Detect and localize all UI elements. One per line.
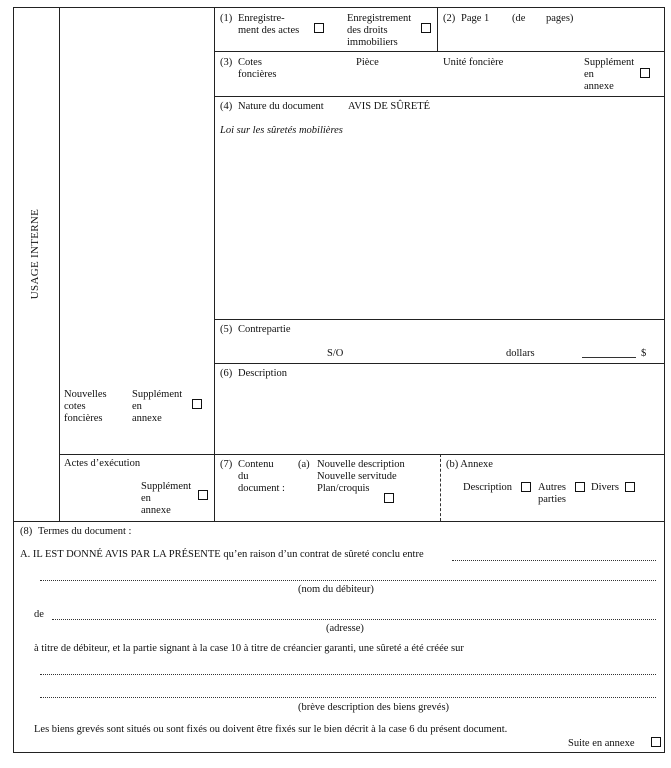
box8-suite-annexe-checkbox[interactable]	[651, 737, 661, 747]
nouvelles-cotes-supplement-label: Supplément en annexe	[132, 389, 183, 424]
box8-biens-situes-text: Les biens grevés sont situés ou sont fixés ou doivent être fixés sur le bien décrit à la case 6 du présent document.	[34, 724, 508, 735]
box7-options-checkbox[interactable]	[384, 493, 394, 503]
box5-currency-symbol: $	[641, 348, 647, 359]
usage-interne-label: USAGE INTERNE	[29, 208, 41, 300]
actes-execution-supplement-checkbox[interactable]	[198, 490, 208, 500]
box1-number: (1)	[220, 13, 233, 24]
box3-piece-label: Pièce	[356, 57, 379, 68]
box8-nom-debiteur-field[interactable]	[40, 580, 656, 581]
box8-titre-debiteur-text: à titre de débiteur, et la partie signant à la case 10 à titre de créancier garanti, une sûreté a été créée sur	[34, 643, 464, 654]
box6-description-label: Description	[238, 368, 287, 379]
box8-biens-greves-field-2[interactable]	[40, 697, 656, 698]
box4-law-reference: Loi sur les sûretés mobilières	[220, 125, 343, 136]
box8-line-a-text: A. IL EST DONNÉ AVIS PAR LA PRÉSENTE qu’en raison d’un contrat de sûreté conclu entre	[20, 549, 424, 560]
box6-description-field-area[interactable]	[216, 382, 663, 452]
form-outer-frame	[13, 7, 665, 753]
box1-enregistrement-actes-label: Enregistre- ment des actes	[238, 13, 300, 36]
box5-contrepartie-label: Contrepartie	[238, 324, 291, 335]
line-above-box7	[59, 454, 665, 455]
box3-unite-fonciere-label: Unité foncière	[443, 57, 504, 68]
box1-box2-divider	[437, 7, 438, 51]
box4-number: (4)	[220, 101, 233, 112]
box2-number: (2)	[443, 13, 456, 24]
box8-adresse-caption: (adresse)	[326, 623, 364, 634]
box8-termes-label: Termes du document :	[38, 526, 132, 537]
box2-pages-label: pages)	[546, 13, 574, 24]
boxb-description-label: Description	[463, 482, 512, 493]
line-under-box4	[214, 319, 665, 320]
box1-droits-immobiliers-checkbox[interactable]	[421, 23, 431, 33]
box8-suite-annexe-label: Suite en annexe	[568, 738, 635, 749]
box8-nom-debiteur-caption: (nom du débiteur)	[298, 584, 374, 595]
boxb-annexe-label: (b) Annexe	[446, 459, 493, 470]
nouvelles-cotes-foncieres-label: Nouvelles cotes foncières	[64, 389, 107, 424]
boxb-description-checkbox[interactable]	[521, 482, 531, 492]
boxb-divers-checkbox[interactable]	[625, 482, 635, 492]
box4-nature-field-area[interactable]	[216, 140, 663, 317]
box7-boxb-divider	[440, 454, 441, 521]
box4-nature-label: Nature du document	[238, 101, 324, 112]
box5-dollars-label: dollars	[506, 348, 535, 359]
boxb-divers-label: Divers	[591, 482, 619, 493]
box1-droits-immobiliers-label: Enregistrement des droits immobiliers	[347, 13, 412, 48]
boxb-autres-parties-label: Autres parties	[538, 482, 566, 505]
box1-enregistrement-actes-checkbox[interactable]	[314, 23, 324, 33]
line-above-box8	[13, 521, 665, 522]
box7-contenu-label: Contenu du document :	[238, 459, 285, 494]
box5-number: (5)	[220, 324, 233, 335]
line-under-box1	[214, 51, 665, 52]
box8-contract-parties-field[interactable]	[452, 560, 656, 561]
nouvelles-cotes-supplement-checkbox[interactable]	[192, 399, 202, 409]
box7-number: (7)	[220, 459, 233, 470]
box8-breve-description-caption: (brève description des biens grevés)	[298, 702, 450, 713]
box4-nature-value: AVIS DE SÛRETÉ	[348, 101, 431, 112]
actes-execution-label: Actes d’exécution	[64, 458, 141, 469]
box2-de-label: (de	[512, 13, 526, 24]
line-under-box3	[214, 96, 665, 97]
box2-page-label: Page 1	[461, 13, 490, 24]
box8-biens-greves-field-1[interactable]	[40, 674, 656, 675]
box3-cotes-foncieres-label: Cotes foncières	[238, 57, 277, 80]
line-under-box5	[214, 363, 665, 364]
actes-execution-supplement-label: Supplément en annexe	[141, 481, 192, 516]
box5-so-value: S/O	[327, 348, 344, 359]
side-strip-divider	[59, 7, 60, 521]
box8-de-label: de	[34, 609, 44, 620]
boxb-autres-parties-checkbox[interactable]	[575, 482, 585, 492]
box3-supplement-label: Supplément en annexe	[584, 57, 635, 92]
box5-amount-field[interactable]	[582, 357, 636, 358]
box8-adresse-field[interactable]	[52, 619, 656, 620]
box8-number: (8)	[20, 526, 33, 537]
box6-number: (6)	[220, 368, 233, 379]
box3-number: (3)	[220, 57, 233, 68]
box3-supplement-checkbox[interactable]	[640, 68, 650, 78]
box7-a-label: (a)	[298, 459, 310, 470]
box7-options-label: Nouvelle description Nouvelle servitude Plan/croquis	[317, 459, 405, 494]
left-column-divider	[214, 7, 215, 521]
